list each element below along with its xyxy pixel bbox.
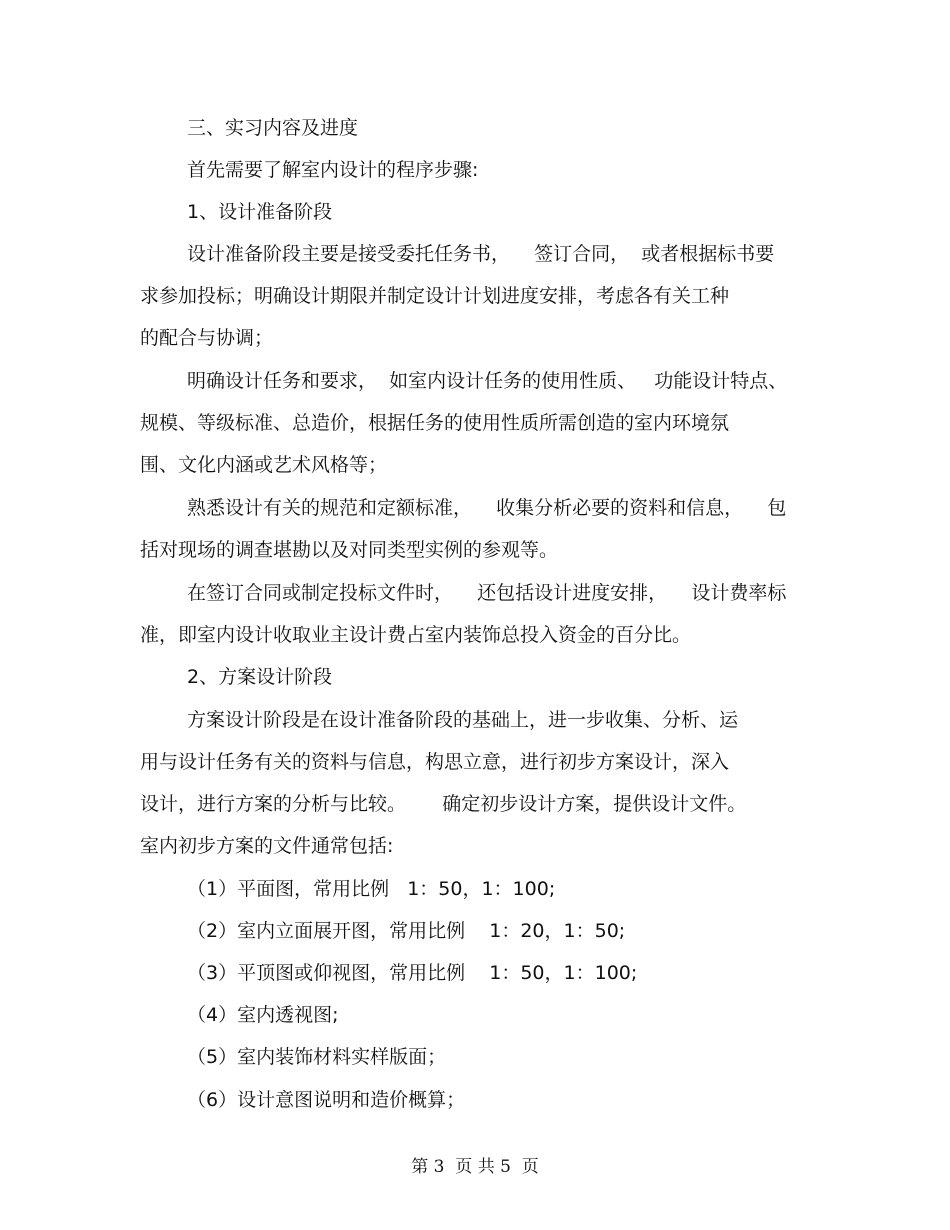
- paragraph-line: 的配合与协调；: [140, 327, 274, 349]
- paragraph-line: 熟悉设计有关的规范和定额标准， 收集分析必要的资料和信息， 包: [187, 497, 787, 519]
- intro-line: 首先需要了解室内设计的程序步骤:: [187, 159, 479, 181]
- paragraph-line: 设计准备阶段主要是接受委托任务书， 签订合同， 或者根据标书要: [187, 243, 775, 265]
- section-title: 三、实习内容及进度: [187, 117, 359, 139]
- list-item: （3）平顶图或仰视图，常用比例 1：50，1：100;: [187, 962, 638, 984]
- paragraph-line: 明确设计任务和要求， 如室内设计任务的使用性质、 功能设计特点、: [187, 370, 788, 392]
- paragraph-line: 围、文化内涵或艺术风格等；: [140, 454, 388, 476]
- list-item: （5）室内装饰材料实样版面；: [187, 1046, 447, 1068]
- paragraph-line: 方案设计阶段是在设计准备阶段的基础上，进一步收集、分析、运: [187, 709, 739, 731]
- stage2-heading: 2、方案设计阶段: [187, 666, 333, 688]
- list-item: （2）室内立面展开图，常用比例 1：20，1：50;: [187, 920, 626, 942]
- page-footer: 第 3 页 共 5 页: [411, 1157, 539, 1177]
- paragraph-line: 室内初步方案的文件通常包括:: [140, 835, 394, 857]
- paragraph-line: 设计，进行方案的分析与比较。 确定初步设计方案，提供设计文件。: [140, 793, 747, 815]
- paragraph-line: 在签订合同或制定投标文件时， 还包括设计进度安排， 设计费率标: [187, 582, 787, 604]
- list-item: （6）设计意图说明和造价概算；: [187, 1089, 466, 1111]
- stage1-heading: 1、设计准备阶段: [187, 201, 333, 223]
- paragraph-line: 准，即室内设计收取业主设计费占室内装饰总投入资金的百分比。: [140, 624, 692, 646]
- paragraph-line: 求参加投标；明确设计期限并制定设计计划进度安排，考虑各有关工种: [140, 285, 730, 307]
- paragraph-line: 用与设计任务有关的资料与信息，构思立意，进行初步方案设计，深入: [140, 751, 730, 773]
- list-item: （1）平面图，常用比例 1：50，1：100;: [187, 878, 556, 900]
- paragraph-line: 括对现场的调查堪勘以及对同类型实例的参观等。: [140, 539, 559, 561]
- list-item: （4）室内透视图;: [187, 1004, 339, 1026]
- paragraph-line: 规模、等级标准、总造价，根据任务的使用性质所需创造的室内环境氛: [140, 412, 730, 434]
